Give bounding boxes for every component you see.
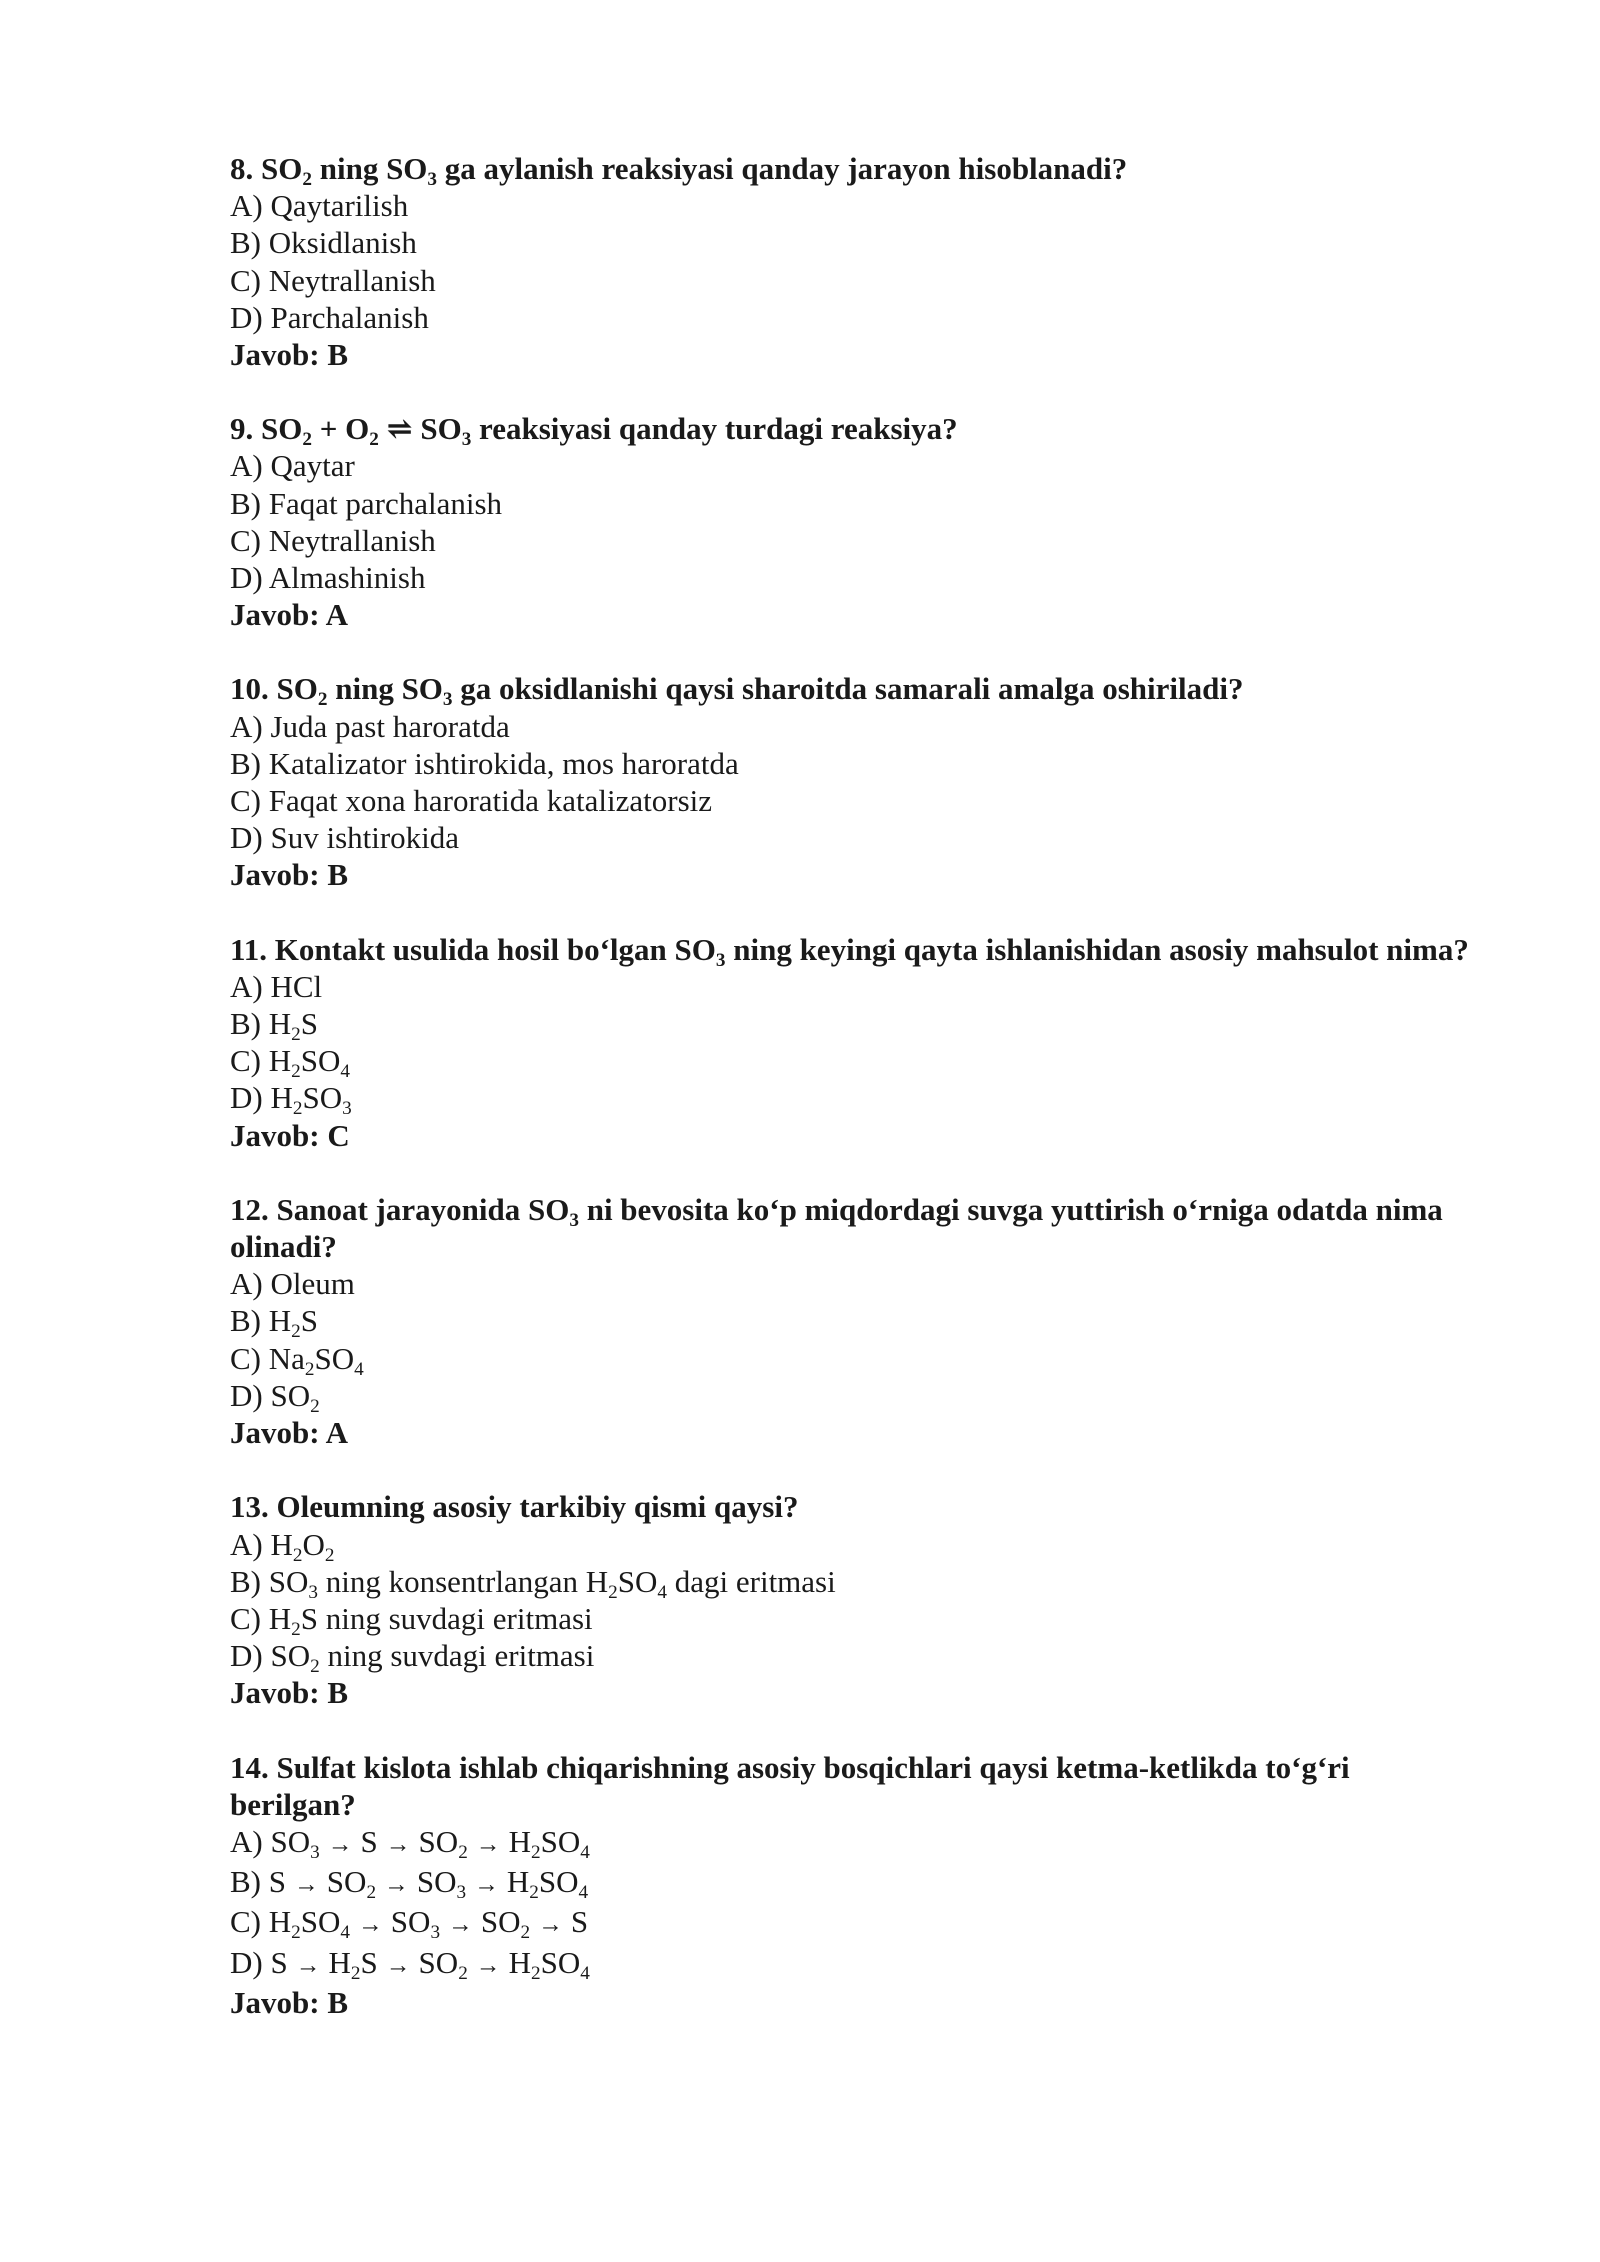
answer-line: Javob: A <box>230 597 348 633</box>
answer-line: Javob: C <box>230 1117 350 1153</box>
option-b: B) Oksidlanish <box>230 225 417 261</box>
question-text <box>230 1191 1470 1265</box>
subscript: 2 <box>529 1882 539 1904</box>
subscript: 2 <box>310 1656 320 1678</box>
question-block <box>230 931 1470 1154</box>
option-a: A) Juda past haroratda <box>230 708 510 744</box>
question-number: 14. <box>230 1749 269 1785</box>
subscript: 2 <box>317 689 328 711</box>
subscript: 4 <box>657 1581 667 1603</box>
question-number: 8. <box>230 151 254 186</box>
option-b: B) $H_2S$ <box>230 1303 318 1343</box>
subscript: 2 <box>292 1098 303 1120</box>
subscript: 2 <box>304 1358 315 1380</box>
subscript: 3 <box>569 1210 579 1232</box>
arrow-icon: → <box>474 1871 499 1899</box>
question-block <box>230 1488 1470 1711</box>
question-block <box>230 1749 1470 2021</box>
option-c: C) $H_2S$ ning suvdagi eritmasi <box>230 1600 593 1641</box>
question-number: 11. <box>230 931 268 967</box>
subscript: 3 <box>342 1098 352 1120</box>
subscript: 2 <box>369 429 379 451</box>
subscript: 3 <box>456 1882 467 1904</box>
option-c: C) $Na_2SO_4$ <box>230 1340 364 1380</box>
subscript: 2 <box>530 1842 541 1864</box>
option-a: A) $SO_3 \to S \to SO_2 \to H_2SO_4$ <box>230 1823 590 1864</box>
arrow-icon: → <box>294 1871 319 1899</box>
subscript: 2 <box>310 1396 320 1418</box>
question-block <box>230 150 1470 373</box>
subscript: 4 <box>580 1962 590 1984</box>
arrow-icon: → <box>385 1951 411 1979</box>
arrow-icon: → <box>327 1830 353 1858</box>
option-c: C) Neytrallanish <box>230 262 436 298</box>
question-body: Sanoat jarayonida $SO_3$ ni bevosita ko‘p miqdordagi suvga yuttirish o‘rniga odatda nima olinadi? <box>230 1191 1443 1265</box>
question-text <box>230 670 1470 711</box>
subscript: 2 <box>458 1962 468 1984</box>
option-c: C) $H_2SO_4 \to SO_3 \to SO_2 \to S$ <box>230 1904 589 1944</box>
arrow-icon: → <box>475 1951 501 1979</box>
question-text <box>230 931 1470 971</box>
question-text <box>230 1749 1470 1823</box>
arrow-icon: → <box>475 1830 501 1858</box>
subscript: 3 <box>308 1581 318 1603</box>
option-b: B) $H_2S$ <box>230 1006 318 1046</box>
arrow-icon: → <box>384 1871 409 1899</box>
option-c: C) Neytrallanish <box>230 522 436 558</box>
quiz-document <box>230 150 1470 2058</box>
subscript: 4 <box>580 1842 590 1864</box>
question-body: Sulfat kislota ishlab chiqarishning asosiy bosqichlari qaysi ketma-ketlikda to‘g‘ri berilgan? <box>230 1749 1350 1822</box>
subscript: 2 <box>291 1619 301 1641</box>
option-d: D) Almashinish <box>230 560 426 596</box>
option-a: A) $H_2O_2$ <box>230 1526 335 1566</box>
subscript: 2 <box>366 1882 377 1904</box>
subscript: 3 <box>461 429 472 451</box>
subscript: 2 <box>292 1544 303 1566</box>
question-text <box>230 150 1470 191</box>
arrow-icon: → <box>295 1951 321 1979</box>
option-d: D) Parchalanish <box>230 299 429 335</box>
arrow-icon: → <box>385 1830 411 1858</box>
subscript: 4 <box>340 1061 350 1083</box>
answer-line: Javob: A <box>230 1415 348 1451</box>
subscript: 2 <box>608 1581 618 1603</box>
subscript: 2 <box>291 1321 301 1343</box>
subscript: 2 <box>520 1922 531 1944</box>
question-block <box>230 410 1470 633</box>
option-b: B) $S \to SO_2 \to SO_3 \to H_2SO_4$ <box>230 1864 589 1904</box>
subscript: 2 <box>302 169 312 191</box>
subscript: 2 <box>291 1024 301 1046</box>
question-body: Oleumning asosiy tarkibiy qismi qaysi? <box>276 1489 799 1525</box>
option-d: D) Suv ishtirokida <box>230 820 460 856</box>
subscript: 3 <box>430 1922 441 1944</box>
subscript: 2 <box>458 1842 468 1864</box>
question-number: 9. <box>230 411 254 447</box>
option-c: C) Faqat xona haroratida katalizatorsiz <box>230 783 713 819</box>
arrow-icon: → <box>358 1911 383 1939</box>
option-a: A) HCl <box>230 968 323 1004</box>
subscript: 2 <box>302 429 312 451</box>
answer-line: Javob: B <box>230 337 348 373</box>
subscript: 4 <box>340 1922 350 1944</box>
option-a: A) Qaytarilish <box>230 188 409 224</box>
question-body: $SO_2$ ning $SO_3$ ga aylanish reaksiyasi qanday jarayon hisoblanadi? <box>261 151 1128 191</box>
question-body: Kontakt usulida hosil bo‘lgan $SO_3$ ning keyingi qayta ishlanishidan asosiy mahsulot nima? <box>274 931 1469 971</box>
option-b: B) Katalizator ishtirokida, mos haroratda <box>230 745 739 781</box>
subscript: 4 <box>578 1882 589 1904</box>
answer-line: Javob: B <box>230 1984 348 2020</box>
question-number: 12. <box>230 1191 269 1227</box>
question-text <box>230 1488 1470 1525</box>
subscript: 2 <box>324 1544 335 1566</box>
subscript: 3 <box>310 1842 320 1864</box>
option-d: D) $H_2SO_3$ <box>230 1080 352 1120</box>
arrow-icon: → <box>448 1911 473 1939</box>
question-text <box>230 410 1470 451</box>
subscript: 3 <box>442 689 453 711</box>
question-number: 13. <box>230 1489 269 1525</box>
option-d: D) $SO_2$ <box>230 1377 320 1418</box>
question-body: $SO_2$ ning $SO_3$ ga oksidlanishi qaysi sharoitda samarali amalga oshiriladi? <box>276 671 1244 711</box>
option-c: C) $H_2SO_4$ <box>230 1043 350 1083</box>
subscript: 2 <box>530 1962 541 1984</box>
question-block <box>230 670 1470 893</box>
option-a: A) Oleum <box>230 1266 355 1302</box>
question-body: $SO_2 + O_2$ ⇌ $SO_3$ reaksiyasi qanday turdagi reaksiya? <box>261 411 958 451</box>
answer-line: Javob: B <box>230 1675 348 1711</box>
question-number: 10. <box>230 671 269 707</box>
option-a: A) Qaytar <box>230 448 355 484</box>
subscript: 3 <box>427 169 438 191</box>
subscript: 2 <box>291 1922 301 1944</box>
subscript: 2 <box>350 1962 361 1984</box>
option-b: B) Faqat parchalanish <box>230 485 503 521</box>
subscript: 4 <box>354 1358 364 1380</box>
option-b: B) $SO_3$ ning konsentrlangan $H_2SO_4$ dagi eritmasi <box>230 1563 836 1603</box>
arrow-icon: → <box>538 1911 563 1939</box>
subscript: 3 <box>715 949 726 971</box>
option-d: D) $S \to H_2S \to SO_2 \to H_2SO_4$ <box>230 1944 590 1984</box>
question-block <box>230 1191 1470 1451</box>
subscript: 2 <box>291 1061 301 1083</box>
answer-line: Javob: B <box>230 857 348 893</box>
option-d: D) $SO_2$ ning suvdagi eritmasi <box>230 1638 595 1678</box>
